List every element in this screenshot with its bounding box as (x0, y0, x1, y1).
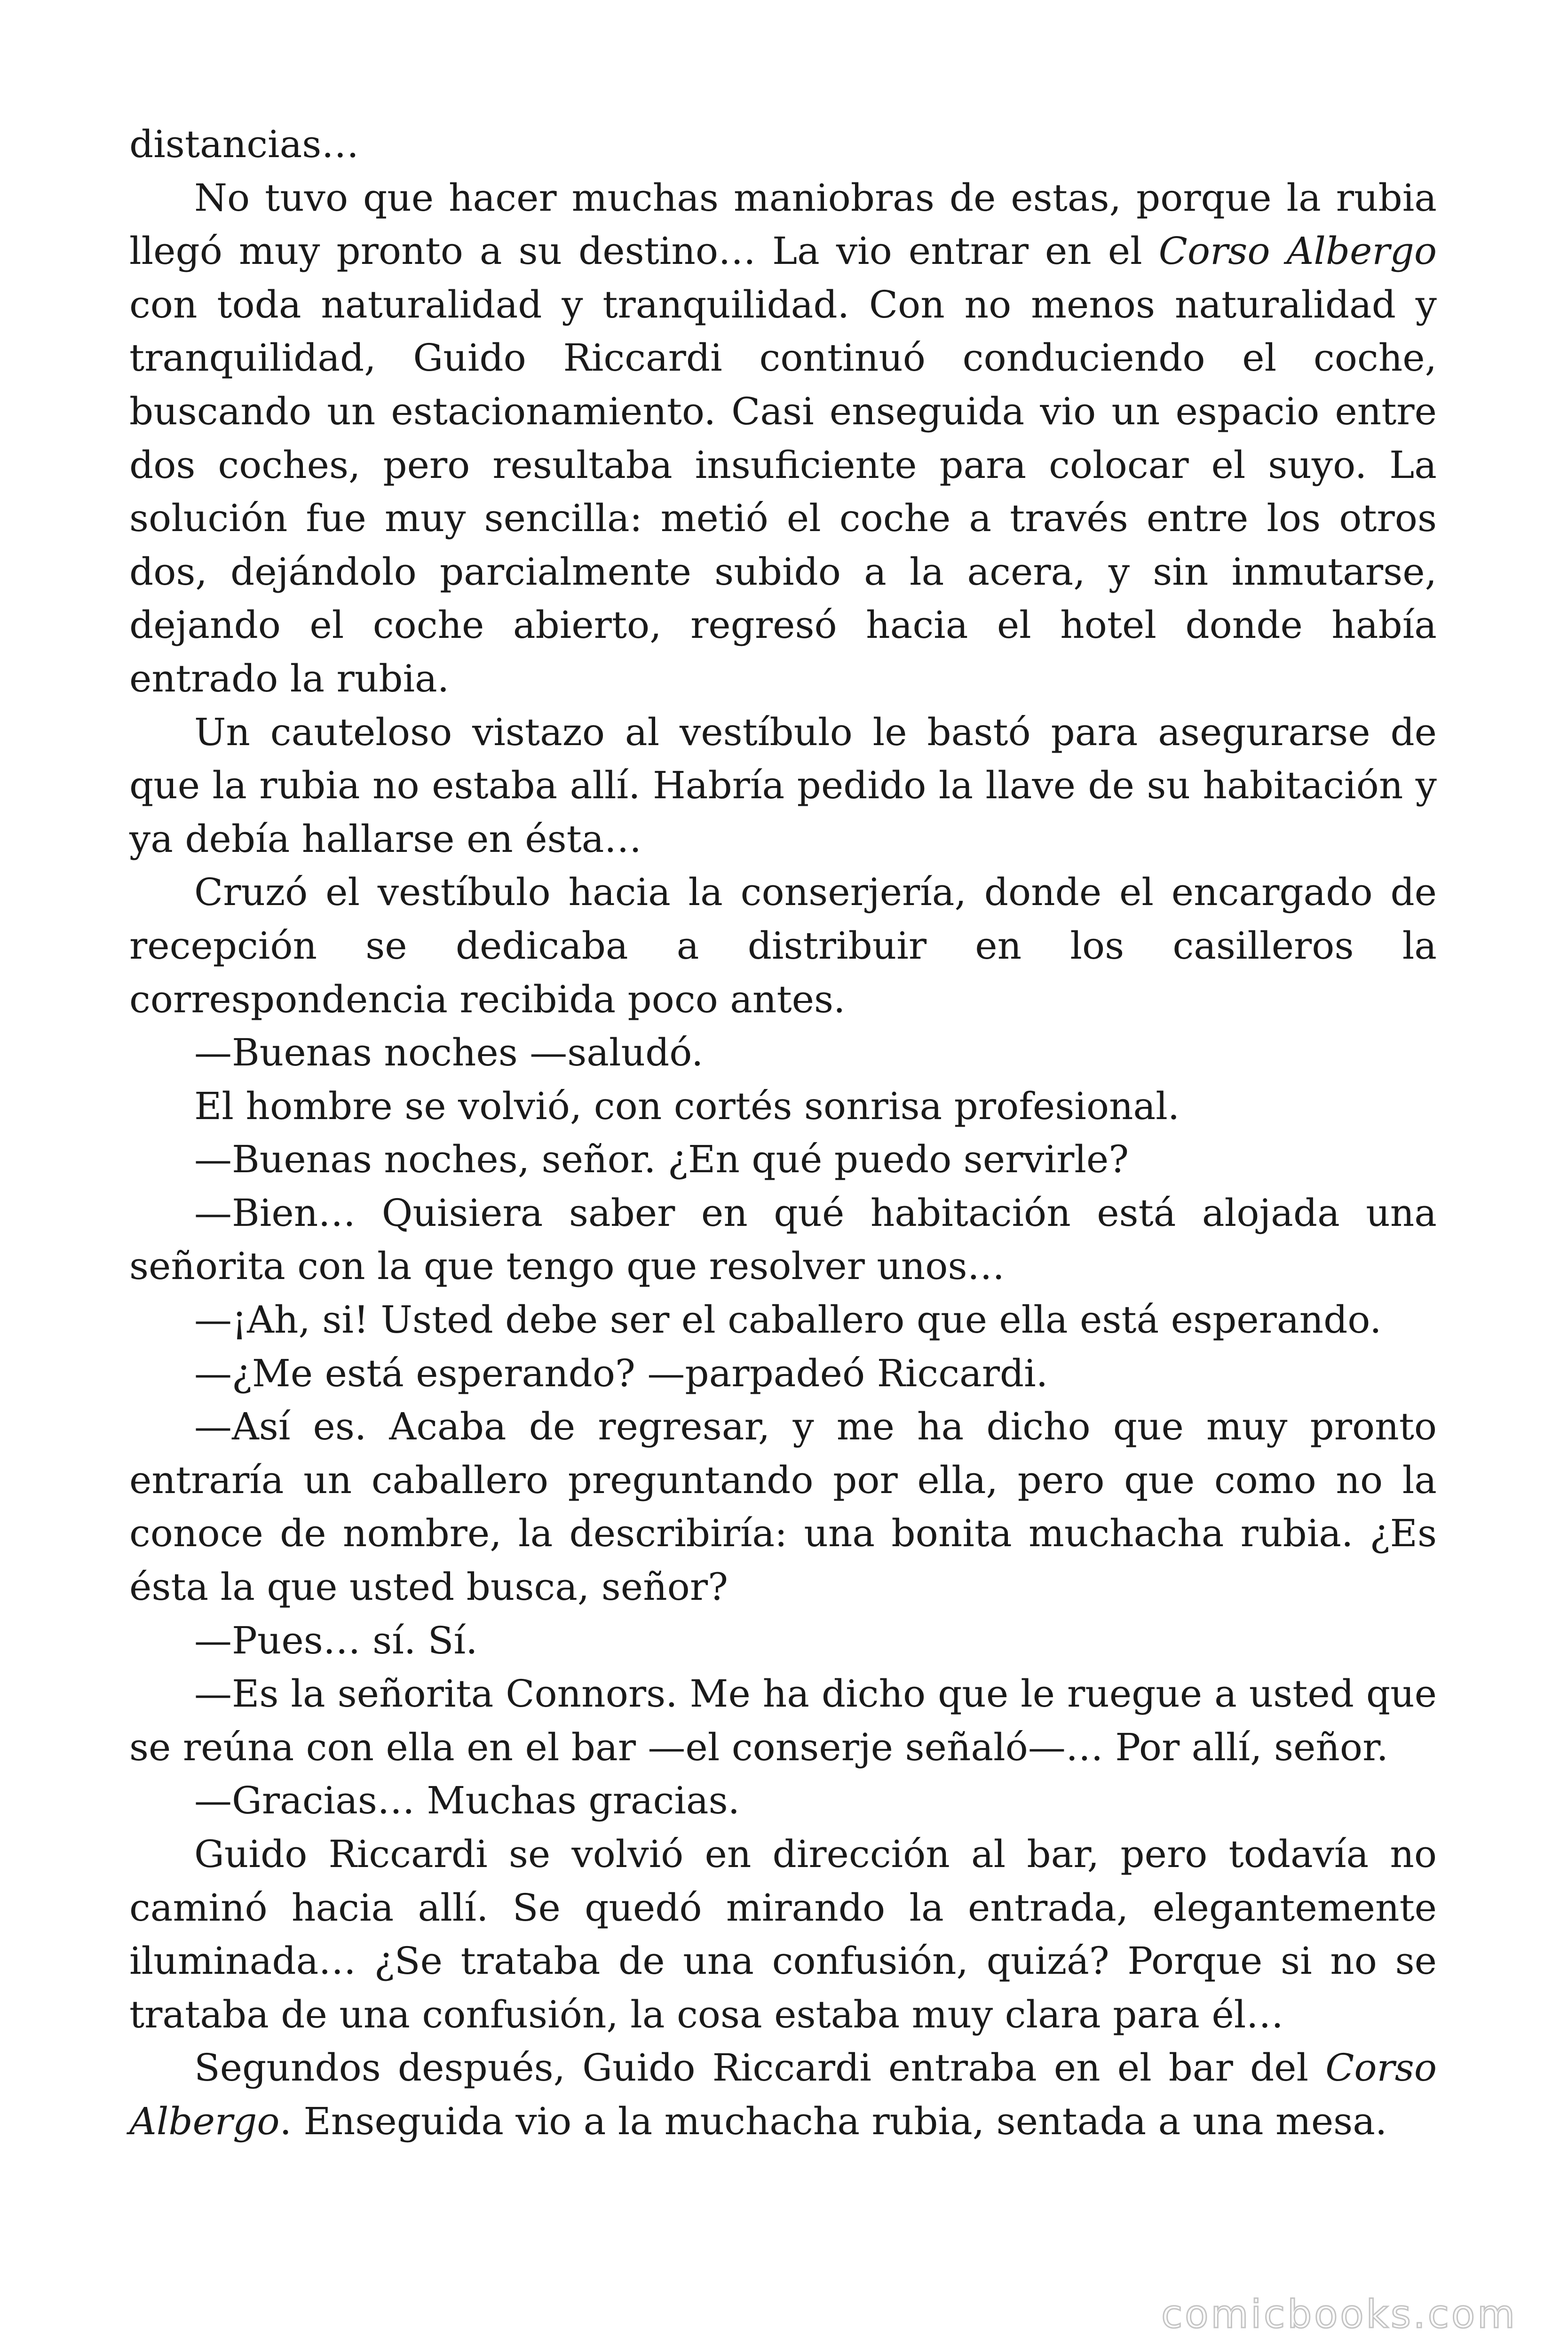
paragraph: —Gracias… Muchas gracias. (194, 1779, 740, 1823)
paragraph: Segundos después, Guido Riccardi entraba en el bar del Corso Albergo. Enseguida vio a la muchacha rubia, sentada a una mesa. (129, 2046, 1437, 2143)
paragraph: —Es la señorita Connors. Me ha dicho que le ruegue a usted que se reúna con ella en el bar —el conserje señaló—… Por allí, señor. (129, 1672, 1437, 1769)
paragraph: —Bien… Quisiera saber en qué habitación está alojada una señorita con la que tengo que resolver unos… (129, 1191, 1437, 1288)
paragraph: No tuvo que hacer muchas maniobras de estas, porque la rubia llegó muy pronto a su destino… La vio entrar en el Corso Albergo con toda naturalidad y tranquilidad. Con no menos naturalidad y tranquilidad, Guido Riccardi continuó conduciendo el coche, buscando un estacionamiento. Casi enseguida vio un espacio entre dos coches, pero resultaba insuficiente para colocar el suyo. La solución fue muy sencilla: metió el coche a través entre los otros dos, dejándolo parcialmente subido a la acera, y sin inmutarse, dejando el coche abierto, regresó hacia el hotel donde había entrado la rubia. (129, 175, 1437, 700)
paragraph: Cruzó el vestíbulo hacia la conserjería, donde el encargado de recepción se dedicaba a distribuir en los casilleros la correspondencia recibida poco antes. (129, 870, 1437, 1021)
paragraph: El hombre se volvió, con cortés sonrisa profesional. (194, 1084, 1180, 1128)
paragraph: —¿Me está esperando? —parpadeó Riccardi. (194, 1351, 1048, 1395)
paragraph: Guido Riccardi se volvió en dirección al bar, pero todavía no caminó hacia allí. Se quedó mirando la entrada, elegantemente iluminada… ¿Se trataba de una confusión, quizá? Porque si no se trataba de una confusión, la cosa estaba muy clara para él… (129, 1832, 1437, 2036)
italic-title: Corso Albergo (1158, 229, 1437, 273)
paragraph: —Buenas noches —saludó. (194, 1031, 704, 1075)
paragraph: —Pues… sí. Sí. (194, 1618, 478, 1662)
watermark-logo: comicbooks.com (1161, 2292, 1517, 2337)
italic-title: Corso Albergo (129, 2046, 1437, 2143)
paragraph: distancias… (129, 122, 359, 166)
paragraph: —Así es. Acaba de regresar, y me ha dicho que muy pronto entraría un caballero preguntando por ella, pero que como no la conoce de nombre, la describiría: una bonita muchacha rubia. ¿Es ésta la que usted busca, señor? (129, 1405, 1437, 1609)
paragraph: —Buenas noches, señor. ¿En qué puedo servirle? (194, 1137, 1129, 1182)
paragraph: Un cauteloso vistazo al vestíbulo le bastó para asegurarse de que la rubia no estaba allí. Habría pedido la llave de su habitación y ya debía hallarse en ésta… (129, 710, 1437, 861)
paragraph: —¡Ah, si! Usted debe ser el caballero que ella está esperando. (194, 1298, 1382, 1342)
body-text (129, 118, 1437, 2148)
